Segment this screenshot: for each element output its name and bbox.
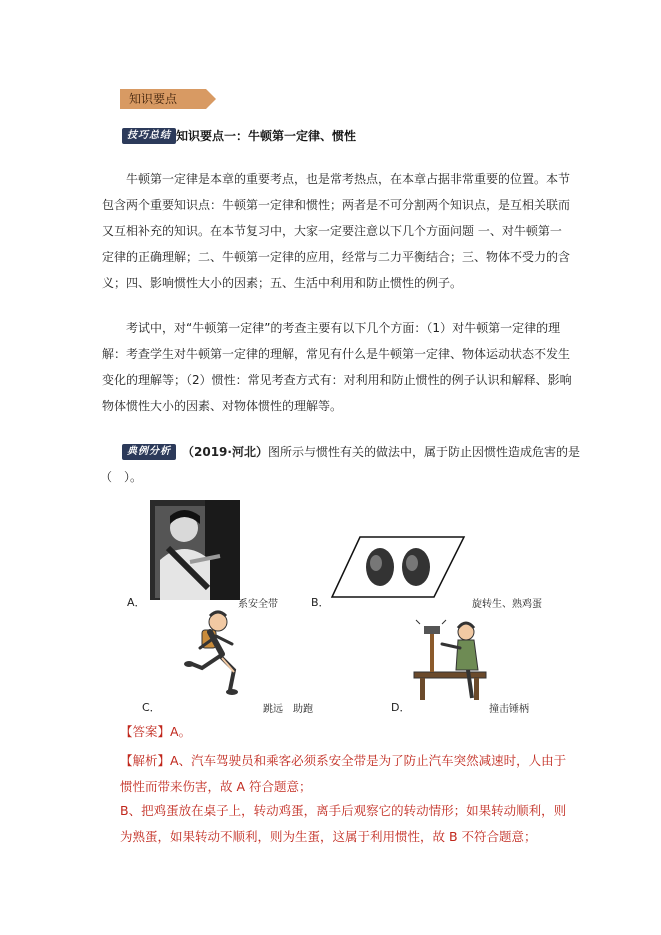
option-a-caption: 系安全带	[238, 599, 278, 610]
option-a-letter: A．	[127, 596, 146, 609]
option-b-letter: B．	[311, 596, 330, 609]
answer-label: 【答案】	[120, 724, 171, 739]
tip-badge: 技巧总结	[122, 128, 176, 144]
intro-paragraph-1: 牛顿第一定律是本章的重要考点，也是常考热点，在本章占据非常重要的位置。本节包含两个重要知识点：牛顿第一定律和惯性；两者是不可分割两个知识点，是互相关联而又互相补充的知识。在本节复习中，大家一定要注意以下几个方面问题 一、对牛顿第一定律的正确理解；二、牛顿第一定律的应用，经常与二力平衡结合；三、物体不受力的含义；四、影响惯性大小的因素；五、生活中利用和防止惯性的例子。	[102, 172, 571, 290]
seatbelt-photo-icon	[150, 500, 240, 600]
section-banner	[120, 89, 206, 109]
analysis-line-b: B、把鸡蛋放在桌子上，转动鸡蛋，离手后观察它的转动情形；如果转动顺利，则为熟蛋，如果转动不顺利，则为生蛋，这属于利用惯性，故 B 不符合题意；	[120, 803, 567, 844]
intro-paragraph-2: 考试中，对“牛顿第一定律”的考查主要有以下几个方面：（1）对牛顿第一定律的理解：考查学生对牛顿第一定律的理解，常见有什么是牛顿第一定律、物体运动状态不发生变化的理解等；（2）惯性：常见考查方式有：对利用和防止惯性的例子认识和解释、影响物体惯性大小的因素、对物体惯性的理解等。	[102, 321, 572, 413]
analysis-block-2	[120, 798, 570, 850]
analysis-label: 【解析】	[120, 753, 171, 768]
example-badge: 典例分析	[122, 444, 176, 460]
option-d-letter: D．	[391, 701, 411, 714]
option-d-caption: 撞击锤柄	[489, 704, 529, 715]
eggs-on-table-icon	[330, 535, 466, 599]
example-source: （2019·河北）	[182, 445, 268, 459]
analysis-line-a: A、汽车驾驶员和乘客必须系安全带是为了防止汽车突然减速时，人由于惯性而带来伤害，故 A 符合题意；	[120, 753, 567, 794]
running-boy-icon	[180, 610, 250, 705]
example-blank: （ ）。	[100, 470, 143, 484]
answer-line	[120, 722, 191, 740]
section-banner-label: 知识要点	[129, 92, 178, 106]
option-c-letter: C．	[142, 701, 161, 714]
option-c-caption: 跳远 助跑	[263, 704, 313, 715]
example-question	[122, 443, 580, 460]
answer-value: A。	[170, 724, 192, 739]
hammer-on-bench-icon	[412, 618, 492, 702]
analysis-block-1	[120, 748, 570, 800]
section-heading	[122, 127, 356, 144]
option-b-caption: 旋转生、熟鸡蛋	[472, 599, 542, 610]
example-question-text: 图所示与惯性有关的做法中，属于防止因惯性造成危害的是	[267, 445, 580, 459]
section-heading-text: 知识要点一：牛顿第一定律、惯性	[176, 129, 357, 143]
